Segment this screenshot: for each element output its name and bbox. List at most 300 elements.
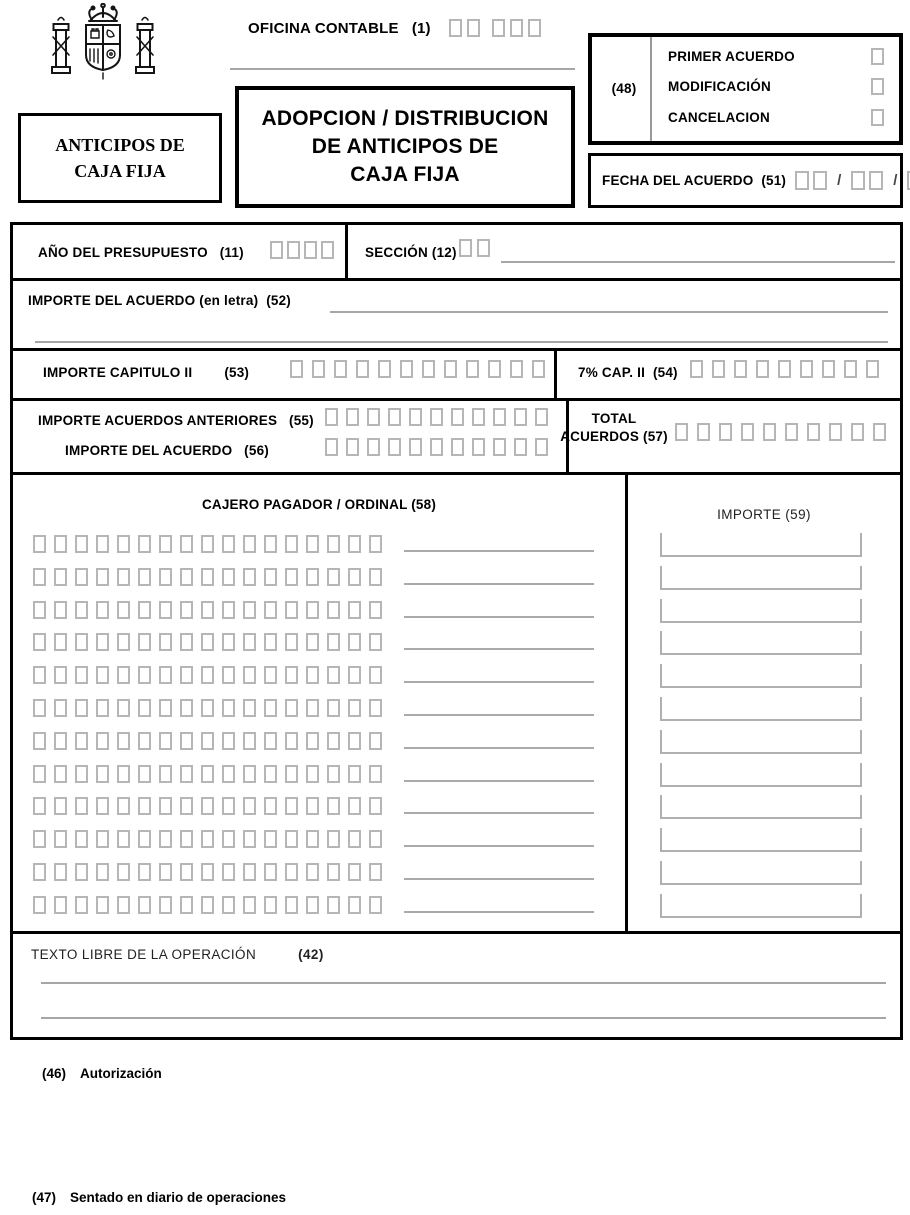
digit-box[interactable] <box>528 19 541 37</box>
digit-box[interactable] <box>327 830 340 848</box>
cajero-name-line[interactable] <box>404 550 594 552</box>
digit-box[interactable] <box>285 830 298 848</box>
digit-box[interactable] <box>243 830 256 848</box>
digit-box[interactable] <box>369 535 382 553</box>
digit-box[interactable] <box>348 830 361 848</box>
digit-box[interactable] <box>348 797 361 815</box>
digit-box[interactable] <box>243 666 256 684</box>
digit-box[interactable] <box>138 699 151 717</box>
digit-box[interactable] <box>866 360 879 378</box>
digit-box[interactable] <box>510 19 523 37</box>
digit-box[interactable] <box>54 633 67 651</box>
digit-box[interactable] <box>201 765 214 783</box>
digit-box[interactable] <box>388 438 401 456</box>
digit-box[interactable] <box>33 863 46 881</box>
digit-box[interactable] <box>334 360 347 378</box>
cajero-name-line[interactable] <box>404 747 594 749</box>
digit-box[interactable] <box>719 423 732 441</box>
digit-box[interactable] <box>180 797 193 815</box>
digit-box[interactable] <box>33 666 46 684</box>
digit-box[interactable] <box>869 171 883 190</box>
digit-box[interactable] <box>75 568 88 586</box>
digit-box[interactable] <box>778 360 791 378</box>
digit-box[interactable] <box>96 666 109 684</box>
digit-box[interactable] <box>222 633 235 651</box>
digit-box[interactable] <box>807 423 820 441</box>
digit-box[interactable] <box>348 633 361 651</box>
digit-box[interactable] <box>306 863 319 881</box>
digit-box[interactable] <box>285 896 298 914</box>
digit-box[interactable] <box>75 765 88 783</box>
digit-box[interactable] <box>535 408 548 426</box>
digit-box[interactable] <box>325 438 338 456</box>
digit-box[interactable] <box>33 896 46 914</box>
digit-box[interactable] <box>222 797 235 815</box>
digit-box[interactable] <box>369 732 382 750</box>
digit-box[interactable] <box>348 896 361 914</box>
digit-box[interactable] <box>264 666 277 684</box>
digit-box[interactable] <box>488 360 501 378</box>
digit-box[interactable] <box>159 633 172 651</box>
digit-box[interactable] <box>795 171 809 190</box>
digit-box[interactable] <box>378 360 391 378</box>
digit-box[interactable] <box>222 568 235 586</box>
importe-amount-box[interactable] <box>660 894 862 918</box>
digit-box[interactable] <box>851 423 864 441</box>
digit-box[interactable] <box>33 633 46 651</box>
digit-box[interactable] <box>800 360 813 378</box>
cajero-name-line[interactable] <box>404 681 594 683</box>
digit-box[interactable] <box>285 601 298 619</box>
digit-box[interactable] <box>285 699 298 717</box>
digit-box[interactable] <box>54 765 67 783</box>
digit-box[interactable] <box>117 535 130 553</box>
digit-box[interactable] <box>409 438 422 456</box>
digit-box[interactable] <box>201 797 214 815</box>
digit-box[interactable] <box>54 535 67 553</box>
digit-box[interactable] <box>222 666 235 684</box>
digit-box[interactable] <box>222 765 235 783</box>
digit-box[interactable] <box>33 830 46 848</box>
digit-box[interactable] <box>138 863 151 881</box>
digit-box[interactable] <box>493 438 506 456</box>
digit-box[interactable] <box>327 568 340 586</box>
digit-box[interactable] <box>306 830 319 848</box>
texto-libre-line-1[interactable] <box>41 982 886 984</box>
digit-box[interactable] <box>264 765 277 783</box>
digit-box[interactable] <box>306 535 319 553</box>
digit-box[interactable] <box>54 601 67 619</box>
digit-box[interactable] <box>873 423 886 441</box>
cajero-name-line[interactable] <box>404 714 594 716</box>
digit-box[interactable] <box>201 732 214 750</box>
digit-box[interactable] <box>327 896 340 914</box>
digit-box[interactable] <box>367 438 380 456</box>
digit-box[interactable] <box>159 666 172 684</box>
digit-box[interactable] <box>306 568 319 586</box>
digit-box[interactable] <box>159 863 172 881</box>
digit-box[interactable] <box>201 601 214 619</box>
importe-amount-box[interactable] <box>660 861 862 885</box>
digit-box[interactable] <box>264 732 277 750</box>
digit-box[interactable] <box>270 241 283 259</box>
digit-box[interactable] <box>264 633 277 651</box>
digit-box[interactable] <box>472 438 485 456</box>
digit-box[interactable] <box>327 535 340 553</box>
importe-amount-box[interactable] <box>660 599 862 623</box>
digit-box[interactable] <box>117 732 130 750</box>
digit-box[interactable] <box>346 438 359 456</box>
digit-box[interactable] <box>327 601 340 619</box>
digit-box[interactable] <box>96 830 109 848</box>
digit-box[interactable] <box>514 438 527 456</box>
digit-box[interactable] <box>138 568 151 586</box>
digit-box[interactable] <box>400 360 413 378</box>
digit-box[interactable] <box>33 568 46 586</box>
digit-box[interactable] <box>201 699 214 717</box>
digit-box[interactable] <box>243 535 256 553</box>
digit-box[interactable] <box>451 438 464 456</box>
digit-box[interactable] <box>348 765 361 783</box>
digit-box[interactable] <box>492 19 505 37</box>
digit-box[interactable] <box>785 423 798 441</box>
digit-box[interactable] <box>159 765 172 783</box>
digit-box[interactable] <box>348 601 361 619</box>
digit-box[interactable] <box>180 863 193 881</box>
digit-box[interactable] <box>201 633 214 651</box>
digit-box[interactable] <box>159 830 172 848</box>
cajero-name-line[interactable] <box>404 845 594 847</box>
digit-box[interactable] <box>264 830 277 848</box>
cajero-name-line[interactable] <box>404 911 594 913</box>
digit-box[interactable] <box>290 360 303 378</box>
digit-box[interactable] <box>306 732 319 750</box>
digit-box[interactable] <box>138 896 151 914</box>
cancelacion-checkbox[interactable] <box>871 109 884 126</box>
digit-box[interactable] <box>201 568 214 586</box>
digit-box[interactable] <box>96 699 109 717</box>
digit-box[interactable] <box>117 896 130 914</box>
digit-box[interactable] <box>813 171 827 190</box>
digit-box[interactable] <box>285 797 298 815</box>
digit-box[interactable] <box>75 535 88 553</box>
digit-box[interactable] <box>201 535 214 553</box>
digit-box[interactable] <box>348 535 361 553</box>
digit-box[interactable] <box>510 360 523 378</box>
digit-box[interactable] <box>180 732 193 750</box>
digit-box[interactable] <box>180 765 193 783</box>
digit-box[interactable] <box>327 633 340 651</box>
digit-box[interactable] <box>75 896 88 914</box>
digit-box[interactable] <box>388 408 401 426</box>
digit-box[interactable] <box>369 896 382 914</box>
digit-box[interactable] <box>467 19 480 37</box>
digit-box[interactable] <box>54 699 67 717</box>
modificacion-checkbox[interactable] <box>871 78 884 95</box>
digit-box[interactable] <box>96 765 109 783</box>
digit-box[interactable] <box>33 601 46 619</box>
importe-amount-box[interactable] <box>660 763 862 787</box>
digit-box[interactable] <box>75 601 88 619</box>
digit-box[interactable] <box>444 360 457 378</box>
digit-box[interactable] <box>159 601 172 619</box>
digit-box[interactable] <box>348 568 361 586</box>
digit-box[interactable] <box>54 797 67 815</box>
digit-box[interactable] <box>369 863 382 881</box>
digit-box[interactable] <box>222 732 235 750</box>
digit-box[interactable] <box>285 666 298 684</box>
digit-box[interactable] <box>369 830 382 848</box>
digit-box[interactable] <box>327 765 340 783</box>
digit-box[interactable] <box>327 797 340 815</box>
digit-box[interactable] <box>96 568 109 586</box>
importe-letra-line-2[interactable] <box>35 341 888 343</box>
digit-box[interactable] <box>138 765 151 783</box>
digit-box[interactable] <box>75 797 88 815</box>
digit-box[interactable] <box>304 241 317 259</box>
digit-box[interactable] <box>117 601 130 619</box>
importe-amount-box[interactable] <box>660 697 862 721</box>
digit-box[interactable] <box>243 797 256 815</box>
digit-box[interactable] <box>75 633 88 651</box>
digit-box[interactable] <box>159 535 172 553</box>
cajero-name-line[interactable] <box>404 780 594 782</box>
importe-letra-line-1[interactable] <box>330 311 888 313</box>
digit-box[interactable] <box>369 699 382 717</box>
digit-box[interactable] <box>369 797 382 815</box>
digit-box[interactable] <box>285 765 298 783</box>
digit-box[interactable] <box>734 360 747 378</box>
digit-box[interactable] <box>321 241 334 259</box>
digit-box[interactable] <box>222 896 235 914</box>
digit-box[interactable] <box>243 896 256 914</box>
digit-box[interactable] <box>243 765 256 783</box>
digit-box[interactable] <box>348 863 361 881</box>
digit-box[interactable] <box>201 896 214 914</box>
digit-box[interactable] <box>54 863 67 881</box>
importe-amount-box[interactable] <box>660 664 862 688</box>
digit-box[interactable] <box>327 666 340 684</box>
digit-box[interactable] <box>472 408 485 426</box>
digit-box[interactable] <box>844 360 857 378</box>
digit-box[interactable] <box>493 408 506 426</box>
digit-box[interactable] <box>96 896 109 914</box>
digit-box[interactable] <box>117 699 130 717</box>
digit-box[interactable] <box>54 732 67 750</box>
digit-box[interactable] <box>369 633 382 651</box>
digit-box[interactable] <box>117 863 130 881</box>
digit-box[interactable] <box>535 438 548 456</box>
digit-box[interactable] <box>243 601 256 619</box>
digit-box[interactable] <box>306 666 319 684</box>
cajero-name-line[interactable] <box>404 648 594 650</box>
cajero-name-line[interactable] <box>404 812 594 814</box>
digit-box[interactable] <box>75 830 88 848</box>
digit-box[interactable] <box>180 896 193 914</box>
cajero-name-line[interactable] <box>404 616 594 618</box>
digit-box[interactable] <box>96 535 109 553</box>
digit-box[interactable] <box>264 699 277 717</box>
digit-box[interactable] <box>306 896 319 914</box>
importe-amount-box[interactable] <box>660 566 862 590</box>
digit-box[interactable] <box>201 863 214 881</box>
digit-box[interactable] <box>532 360 545 378</box>
digit-box[interactable] <box>243 863 256 881</box>
digit-box[interactable] <box>514 408 527 426</box>
digit-box[interactable] <box>243 568 256 586</box>
digit-box[interactable] <box>159 568 172 586</box>
digit-box[interactable] <box>756 360 769 378</box>
digit-box[interactable] <box>264 601 277 619</box>
digit-box[interactable] <box>741 423 754 441</box>
cajero-name-line[interactable] <box>404 878 594 880</box>
digit-box[interactable] <box>54 666 67 684</box>
digit-box[interactable] <box>117 830 130 848</box>
digit-box[interactable] <box>348 699 361 717</box>
digit-box[interactable] <box>138 830 151 848</box>
digit-box[interactable] <box>138 666 151 684</box>
digit-box[interactable] <box>285 732 298 750</box>
digit-box[interactable] <box>851 171 865 190</box>
digit-box[interactable] <box>180 830 193 848</box>
digit-box[interactable] <box>243 732 256 750</box>
importe-amount-box[interactable] <box>660 828 862 852</box>
digit-box[interactable] <box>180 535 193 553</box>
digit-box[interactable] <box>138 732 151 750</box>
digit-box[interactable] <box>75 699 88 717</box>
digit-box[interactable] <box>117 666 130 684</box>
importe-amount-box[interactable] <box>660 631 862 655</box>
digit-box[interactable] <box>312 360 325 378</box>
digit-box[interactable] <box>96 601 109 619</box>
digit-box[interactable] <box>33 699 46 717</box>
digit-box[interactable] <box>159 699 172 717</box>
digit-box[interactable] <box>117 568 130 586</box>
digit-box[interactable] <box>264 863 277 881</box>
digit-box[interactable] <box>367 408 380 426</box>
cajero-name-line[interactable] <box>404 583 594 585</box>
digit-box[interactable] <box>117 765 130 783</box>
digit-box[interactable] <box>159 732 172 750</box>
digit-box[interactable] <box>369 568 382 586</box>
digit-box[interactable] <box>477 239 490 257</box>
digit-box[interactable] <box>96 732 109 750</box>
texto-libre-line-2[interactable] <box>41 1017 886 1019</box>
digit-box[interactable] <box>222 830 235 848</box>
digit-box[interactable] <box>264 535 277 553</box>
digit-box[interactable] <box>180 601 193 619</box>
digit-box[interactable] <box>180 633 193 651</box>
digit-box[interactable] <box>222 601 235 619</box>
digit-box[interactable] <box>306 765 319 783</box>
digit-box[interactable] <box>430 408 443 426</box>
digit-box[interactable] <box>75 863 88 881</box>
digit-box[interactable] <box>180 699 193 717</box>
digit-box[interactable] <box>306 633 319 651</box>
digit-box[interactable] <box>243 633 256 651</box>
digit-box[interactable] <box>325 408 338 426</box>
digit-box[interactable] <box>138 535 151 553</box>
primer-acuerdo-checkbox[interactable] <box>871 48 884 65</box>
importe-amount-box[interactable] <box>660 795 862 819</box>
digit-box[interactable] <box>306 699 319 717</box>
digit-box[interactable] <box>327 699 340 717</box>
digit-box[interactable] <box>159 896 172 914</box>
digit-box[interactable] <box>54 830 67 848</box>
digit-box[interactable] <box>96 633 109 651</box>
digit-box[interactable] <box>287 241 300 259</box>
digit-box[interactable] <box>451 408 464 426</box>
digit-box[interactable] <box>712 360 725 378</box>
digit-box[interactable] <box>822 360 835 378</box>
seccion-write-line[interactable] <box>501 261 895 263</box>
digit-box[interactable] <box>466 360 479 378</box>
digit-box[interactable] <box>138 797 151 815</box>
importe-amount-box[interactable] <box>660 730 862 754</box>
digit-box[interactable] <box>430 438 443 456</box>
digit-box[interactable] <box>96 797 109 815</box>
digit-box[interactable] <box>829 423 842 441</box>
digit-box[interactable] <box>117 633 130 651</box>
digit-box[interactable] <box>33 535 46 553</box>
digit-box[interactable] <box>222 863 235 881</box>
digit-box[interactable] <box>346 408 359 426</box>
digit-box[interactable] <box>369 765 382 783</box>
digit-box[interactable] <box>75 666 88 684</box>
digit-box[interactable] <box>369 601 382 619</box>
digit-box[interactable] <box>222 535 235 553</box>
digit-box[interactable] <box>75 732 88 750</box>
digit-box[interactable] <box>697 423 710 441</box>
digit-box[interactable] <box>327 732 340 750</box>
digit-box[interactable] <box>243 699 256 717</box>
digit-box[interactable] <box>264 797 277 815</box>
digit-box[interactable] <box>306 797 319 815</box>
digit-box[interactable] <box>285 568 298 586</box>
digit-box[interactable] <box>33 765 46 783</box>
digit-box[interactable] <box>690 360 703 378</box>
digit-box[interactable] <box>54 568 67 586</box>
digit-box[interactable] <box>763 423 776 441</box>
importe-amount-box[interactable] <box>660 533 862 557</box>
digit-box[interactable] <box>138 633 151 651</box>
digit-box[interactable] <box>348 666 361 684</box>
digit-box[interactable] <box>222 699 235 717</box>
digit-box[interactable] <box>449 19 462 37</box>
digit-box[interactable] <box>138 601 151 619</box>
digit-box[interactable] <box>327 863 340 881</box>
digit-box[interactable] <box>459 239 472 257</box>
digit-box[interactable] <box>201 830 214 848</box>
digit-box[interactable] <box>117 797 130 815</box>
digit-box[interactable] <box>264 568 277 586</box>
digit-box[interactable] <box>285 633 298 651</box>
digit-box[interactable] <box>180 568 193 586</box>
digit-box[interactable] <box>33 797 46 815</box>
digit-box[interactable] <box>285 535 298 553</box>
digit-box[interactable] <box>96 863 109 881</box>
digit-box[interactable] <box>159 797 172 815</box>
digit-box[interactable] <box>675 423 688 441</box>
digit-box[interactable] <box>348 732 361 750</box>
digit-box[interactable] <box>264 896 277 914</box>
digit-box[interactable] <box>180 666 193 684</box>
digit-box[interactable] <box>54 896 67 914</box>
digit-box[interactable] <box>409 408 422 426</box>
digit-box[interactable] <box>356 360 369 378</box>
digit-box[interactable] <box>33 732 46 750</box>
digit-box[interactable] <box>201 666 214 684</box>
